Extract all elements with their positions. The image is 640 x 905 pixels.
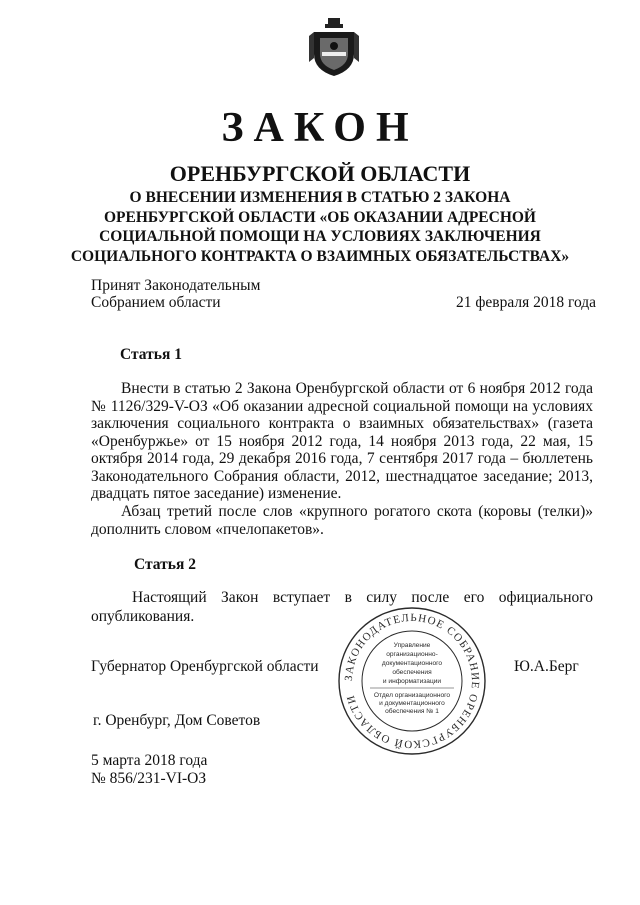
adoption-date: 21 февраля 2018 года bbox=[456, 294, 597, 311]
article-2-paragraph: Настоящий Закон вступает в силу после его официального опубликования. bbox=[91, 589, 593, 625]
seal-inner-line: и документационного bbox=[379, 700, 445, 707]
article-1-paragraph-1: Внести в статью 2 Закона Оренбургской области от 6 ноября 2012 года № 1126/329-V-ОЗ «Об оказании адресной социальной помощи на условиях заключения социального контракта о взаимных обязательствах» (газета «Оренбуржье» от 15 ноября 2012 года, 14 ноября 2013 года, 22 мая, 15 октября 2014 года, 29 декабря 2016 года, 7 сентября 2017 года – бюллетень Законодательного Собрания области, 2012, шестнадцатое заседание; 2013, двадцать пятое заседание) изменение. bbox=[91, 380, 593, 502]
law-number: № 856/231-VI-ОЗ bbox=[91, 770, 207, 787]
adoption-line-2: Собранием области bbox=[91, 294, 221, 311]
article-1-heading: Статья 1 bbox=[120, 346, 182, 363]
subtitle-line: О ВНЕСЕНИИ ИЗМЕНЕНИЯ В СТАТЬЮ 2 ЗАКОНА bbox=[129, 189, 511, 206]
seal-inner-line: и информатизации bbox=[382, 678, 442, 685]
region-title: ОРЕНБУРГСКОЙ ОБЛАСТИ bbox=[169, 161, 471, 186]
governor-name: Ю.А.Берг bbox=[514, 658, 579, 675]
seal-inner-line: Управление bbox=[393, 642, 431, 649]
subtitle-line: ОРЕНБУРГСКОЙ ОБЛАСТИ «ОБ ОКАЗАНИИ АДРЕСНОЙ bbox=[104, 208, 536, 226]
subtitle-line: СОЦИАЛЬНОЙ ПОМОЩИ НА УСЛОВИЯХ ЗАКЛЮЧЕНИЯ bbox=[99, 228, 541, 245]
signing-place: г. Оренбург, Дом Советов bbox=[93, 712, 261, 729]
article-1-paragraph-2: Абзац третий после слов «крупного рогатого скота (коровы (телки)» дополнить словом «пчелопакетов». bbox=[91, 503, 593, 538]
signing-date: 5 марта 2018 года bbox=[91, 752, 208, 769]
law-subtitle bbox=[60, 188, 580, 266]
article-2-heading: Статья 2 bbox=[134, 556, 196, 573]
seal-ring-text: ЗАКОНОДАТЕЛЬНОЕ СОБРАНИЕ ОРЕНБУРГСКОЙ ОБЛАСТИ bbox=[342, 611, 482, 751]
document-title: ЗАКОН bbox=[221, 105, 419, 151]
adoption-line-1: Принят Законодательным bbox=[91, 277, 261, 294]
coat-of-arms-icon bbox=[308, 18, 360, 78]
seal-inner-line: документационного bbox=[381, 660, 443, 667]
seal-inner-line: Отдел организационного bbox=[373, 692, 451, 699]
official-seal-stamp bbox=[336, 605, 488, 757]
seal-inner-line: организационно- bbox=[386, 651, 438, 658]
subtitle-line: СОЦИАЛЬНОГО КОНТРАКТА О ВЗАИМНЫХ ОБЯЗАТЕЛЬСТВАХ» bbox=[70, 247, 570, 265]
seal-inner-line: обеспечения bbox=[392, 669, 432, 676]
governor-title: Губернатор Оренбургской области bbox=[91, 658, 319, 675]
seal-inner-line: обеспечения № 1 bbox=[385, 708, 439, 715]
